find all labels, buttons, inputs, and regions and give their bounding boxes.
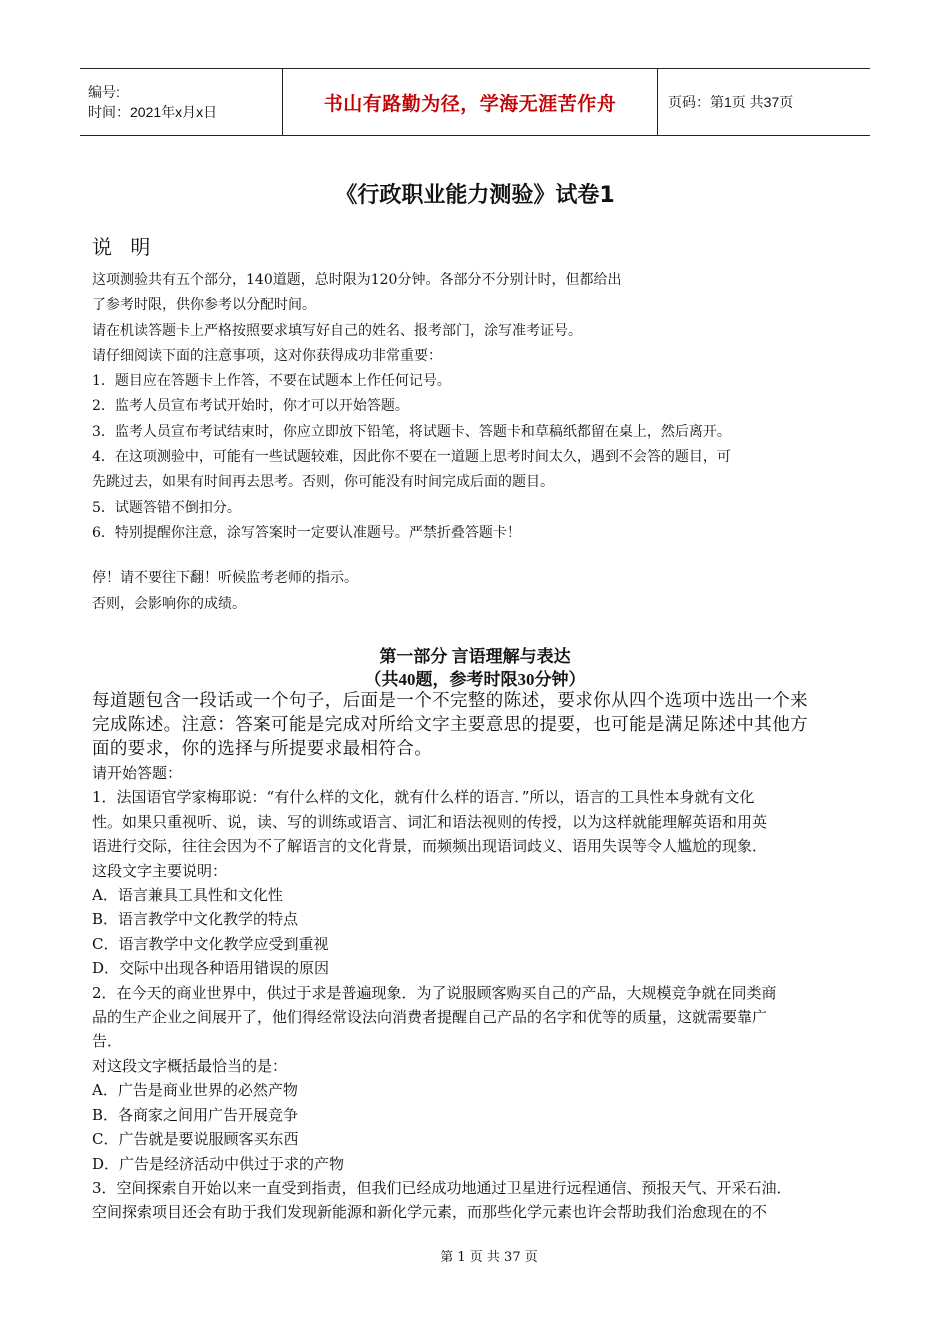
intro-line: 6．特别提醒你注意，涂写答案时一定要认准题号。严禁折叠答题卡！	[92, 524, 521, 541]
option-line: D．广告是经济活动中供过于求的产物	[92, 1154, 345, 1173]
option-line: C．语言教学中文化教学应受到重视	[92, 934, 329, 953]
question-line: 对这段文字概括最恰当的是：	[92, 1056, 288, 1075]
header-meta	[80, 69, 282, 135]
option-line: A．广告是商业世界的必然产物	[92, 1081, 298, 1100]
intro-line: 先跳过去，如果有时间再去思考。否则，你可能没有时间完成后面的题目。	[92, 474, 554, 491]
instruction-line: 完成陈述。注意：答案可能是完成对所给文字主要意思的提要，也可能是满足陈述中其他方	[92, 715, 808, 735]
page-info: 页码：第1页 共37页	[668, 94, 794, 110]
part-subtitle: （共40题，参考时限30分钟）	[364, 670, 586, 689]
intro-line: 3．监考人员宣布考试结束时，你应立即放下铅笔，将试题卡、答题卡和草稿纸都留在桌上，然后离开。	[92, 423, 731, 440]
question-line: 2．在今天的商业世界中，供过于求是普遍现象．为了说服顾客购买自己的产品，大规模竞争就在同类商	[92, 983, 777, 1002]
option-line: B．语言教学中文化教学的特点	[92, 910, 299, 929]
instruction-line: 每道题包含一段话或一个句子，后面是一个不完整的陈述，要求你从四个选项中选出一个来	[92, 691, 808, 711]
intro-line: 这项测验共有五个部分，140道题，总时限为120分钟。各部分不分别计时，但都给出	[92, 272, 622, 288]
section-heading: 说 明	[92, 235, 157, 259]
code-label: 编号:	[88, 84, 120, 100]
intro-line: 4．在这项测验中，可能有一些试题较难，因此你不要在一道题上思考时间太久，遇到不会答的题目，可	[92, 449, 731, 466]
header-page-info	[658, 69, 870, 135]
question-line: 品的生产企业之间展开了，他们得经常设法向消费者提醒自己产品的名字和优等的质量，这就需要靠广	[92, 1008, 768, 1027]
notice-line: 停！请不要往下翻！听候监考老师的指示。	[92, 570, 358, 587]
question-body	[92, 689, 872, 1225]
option-line: B．各商家之间用广告开展竞争	[92, 1105, 299, 1124]
motto: 书山有路勤为径，学海无涯苦作舟	[323, 92, 617, 115]
part-title: 第一部分 言语理解与表达	[379, 647, 571, 666]
page-footer: 第 1 页 共 37 页	[440, 1250, 538, 1265]
header-motto-cell	[282, 69, 658, 135]
question-line: 空间探索项目还会有助于我们发现新能源和新化学元素，而那些化学元素也许会帮助我们治愈现在的不	[92, 1203, 768, 1222]
intro-line: 请在机读答题卡上严格按照要求填写好自己的姓名、报考部门，涂写准考证号。	[92, 322, 582, 339]
notice-line: 否则，会影响你的成绩。	[92, 595, 246, 612]
intro-block	[92, 268, 872, 617]
intro-line: 1．题目应在答题卡上作答，不要在试题本上作任何记号。	[92, 373, 451, 390]
question-line: 性。如果只重视听、说，读、写的训练或语言、词汇和语法视则的传授，以为这样就能理解英语和用英	[92, 812, 768, 831]
option-line: A．语言兼具工具性和文化性	[92, 886, 283, 905]
question-line: 1．法国语官学家梅耶说：“有什么样的文化，就有什么样的语言．”所以，语言的工具性本身就有文化	[92, 788, 755, 807]
question-line: 3．空间探索自开始以来一直受到指责，但我们已经成功地通过卫星进行远程通信、预报天气、开采石油．	[92, 1178, 792, 1197]
intro-line: 请仔细阅读下面的注意事项，这对你获得成功非常重要：	[92, 347, 442, 364]
option-line: C．广告就是要说服顾客买东西	[92, 1130, 299, 1149]
date-label: 时间：2021年x月x日	[88, 104, 218, 120]
intro-line: 5．试题答错不倒扣分。	[92, 499, 241, 516]
spacer	[92, 546, 872, 566]
question-line: 这段文字主要说明：	[92, 861, 228, 880]
start-prompt: 请开始答题：	[92, 764, 183, 782]
question-line: 告．	[92, 1032, 123, 1051]
instruction-line: 面的要求，你的选择与所提要求最相符合。	[92, 739, 433, 759]
option-line: D．交际中出现各种语用错误的原因	[92, 959, 330, 978]
page-title: 《行政职业能力测验》试卷1	[335, 183, 615, 208]
question-line: 语进行交际，往往会因为不了解语言的文化背景，而频频出现语词歧义、语用失误等令人尴尬的现象．	[92, 837, 768, 856]
intro-line: 了参考时限，供你参考以分配时间。	[92, 297, 316, 314]
document-header	[80, 68, 870, 136]
intro-line: 2．监考人员宣布考试开始时，你才可以开始答题。	[92, 398, 409, 415]
